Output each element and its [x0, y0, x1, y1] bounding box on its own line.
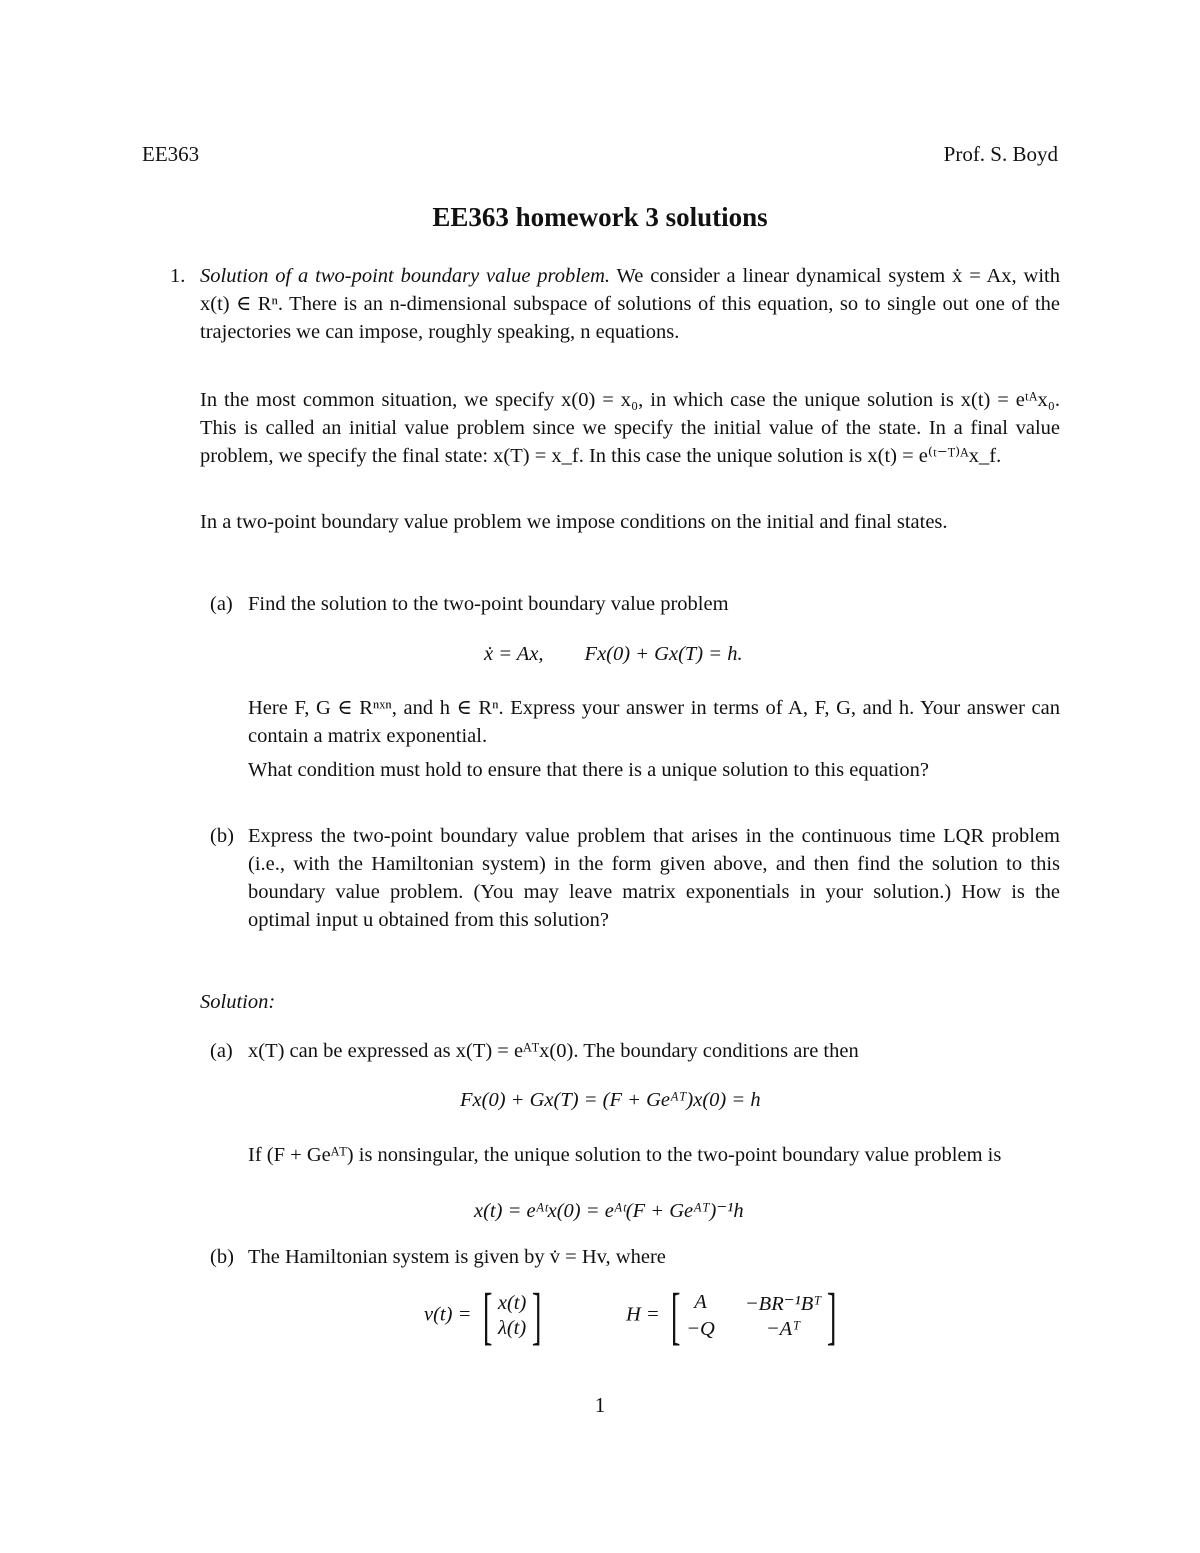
solution-a-text: x(T) can be expressed as x(T) = eᴬᵀx(0). The boundary conditions are then: [248, 1040, 859, 1062]
left-bracket: [: [482, 1280, 492, 1351]
v-entry: x(t): [497, 1292, 527, 1314]
solution-a-text-2: If (F + Geᴬᵀ) is nonsingular, the unique solution to the two-point boundary value problem is: [248, 1144, 1002, 1166]
problem-number: 1.: [170, 265, 186, 287]
left-bracket: [: [670, 1280, 681, 1351]
part-a-equation: ẋ = Ax, Fx(0) + Gx(T) = h.: [484, 643, 743, 665]
course-header: EE363: [142, 142, 200, 166]
solution-a-equation-2: x(t) = eᴬᵗx(0) = eᴬᵗ(F + Geᴬᵀ)⁻¹h: [474, 1200, 744, 1222]
instructor-header: Prof. S. Boyd: [943, 142, 1058, 166]
h-matrix: [665, 1280, 843, 1351]
problem-paragraph-2: In the most common situation, we specify x(0) = x₀, in which case the unique solution is x(t) = eᵗᴬx₀. This is called an initial value problem since we specify the initial value of the state. In a final value problem, we specify the final state: x(T) = x_f. In this case the unique solution is x(t) = e⁽ᵗ⁻ᵀ⁾ᴬx_f.: [200, 389, 1060, 467]
part-a-label: (a): [210, 593, 233, 615]
right-bracket: ]: [532, 1280, 542, 1351]
h-matrix-equation: [626, 1280, 842, 1351]
page-title: EE363 homework 3 solutions: [432, 202, 768, 232]
h-entry: −Q: [686, 1318, 715, 1340]
part-a-text-2: Here F, G ∈ Rⁿˣⁿ, and h ∈ Rⁿ. Express your answer in terms of A, F, G, and h. Your answer can contain a matrix exponential.: [248, 697, 1060, 747]
problem-intro-text: We consider a linear dynamical system ẋ = Ax, with x(t) ∈ Rⁿ. There is an n-dimensional subspace of solutions of this equation, so to single out one of the trajectories we can impose, roughly speaking, n equations.: [200, 265, 1060, 343]
part-a-text-3: What condition must hold to ensure that there is a unique solution to this equation?: [248, 759, 929, 781]
h-entry: A: [694, 1291, 707, 1313]
problem-paragraph-3: In a two-point boundary value problem we impose conditions on the initial and final states.: [200, 511, 948, 533]
v-vector-equation: [424, 1280, 548, 1351]
v-vector: [477, 1280, 548, 1351]
solution-a-label: (a): [210, 1040, 233, 1062]
v-entry: λ(t): [497, 1317, 527, 1339]
h-entry: −BR⁻¹Bᵀ: [744, 1293, 822, 1315]
problem-heading: Solution of a two-point boundary value problem.: [200, 265, 611, 287]
part-b-text: Express the two-point boundary value problem that arises in the continuous time LQR problem (i.e., with the Hamiltonian system) in the form given above, and then find the solution to this boundary value problem. (You may leave matrix exponentials in your solution.) How is the optimal input u obtained from this solution?: [248, 825, 1060, 931]
solution-a-equation-1: Fx(0) + Gx(T) = (F + Geᴬᵀ)x(0) = h: [460, 1089, 761, 1111]
page-number: 1: [594, 1393, 606, 1417]
solution-heading: Solution:: [200, 991, 276, 1013]
part-b-label: (b): [210, 825, 234, 847]
h-lhs: H =: [626, 1303, 660, 1326]
solution-b-label: (b): [210, 1246, 234, 1268]
part-a-text: Find the solution to the two-point boundary value problem: [248, 593, 729, 615]
problem-intro: [200, 262, 1060, 346]
h-entry: −Aᵀ: [765, 1318, 801, 1340]
solution-b-text: The Hamiltonian system is given by v̇ = Hv, where: [248, 1246, 666, 1268]
right-bracket: ]: [827, 1280, 837, 1351]
v-lhs: v(t) =: [424, 1303, 472, 1326]
